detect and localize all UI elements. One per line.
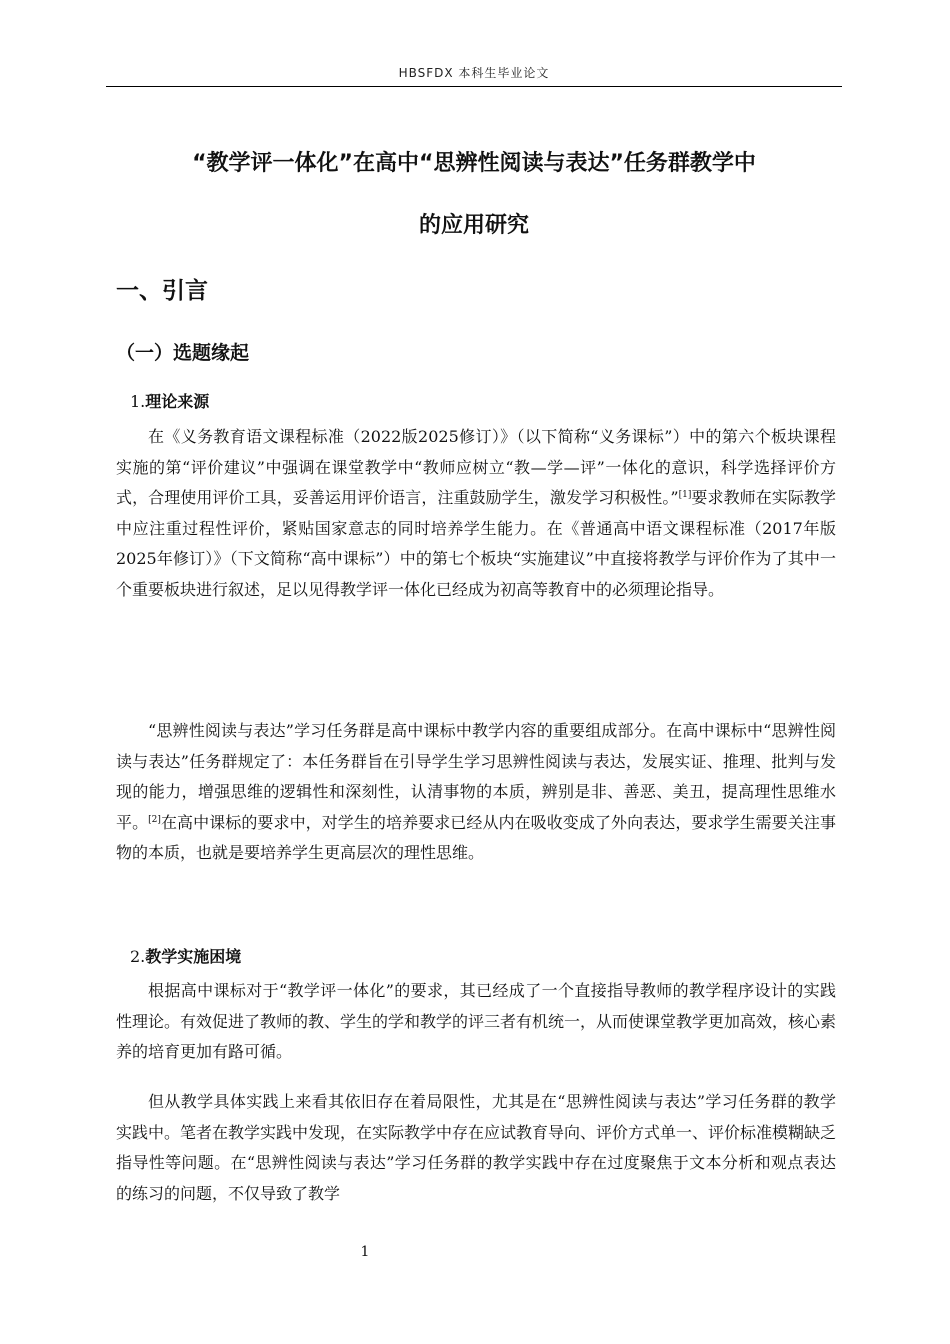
paper-title-line-2: 的应用研究 [418,213,529,238]
paragraph-practice-limitations: 但从教学具体实践上来看其依旧存在着局限性，尤其是在“思辨性阅读与表达”学习任务群的教学实践中。笔者在教学实践中发现，在实际教学中存在应试教育导向、评价方式单一、评价标准模糊缺乏指导性等问题。在“思辨性阅读与表达”学习任务群的教学实践中存在过度聚焦于文本分析和观点表达的练习的问题，不仅导致了教学 [116,1092,837,1203]
running-header: HBSFDX 本科生毕业论文 [398,66,550,80]
paragraph-text: “思辨性阅读与表达”学习任务群是高中课标中教学内容的重要组成部分。在高中课标中“思辨性阅读与表达”任务群规定了：本任务群旨在引导学生学习思辨性阅读与表达，发展实证、推理、批判与发现的能力，增强思维的逻辑性和深刻性，认清事物的本质，辨别是非、善恶、美丑，提高理性思维水平。 [116,721,836,832]
citation-ref[interactable]: [2] [148,814,161,825]
paper-title-line-1: “教学评一体化”在高中“思辨性阅读与表达”任务群教学中 [192,151,756,176]
page-number: 1 [360,1244,370,1260]
paragraph-theory-source [116,422,836,605]
item-number: 2. [130,947,146,966]
paragraph-critical-reading-task-group [116,716,836,869]
header-rule [106,86,842,87]
item-label: 理论来源 [145,392,210,411]
paragraph-text: 在高中课标的要求中，对学生的培养要求已经从内在吸收变成了外向表达，要求学生需要关注事物的本质，也就是要培养学生更高层次的理性思维。 [116,812,836,862]
paragraph-text: 要求教师在实际教学中应注重过程性评价，紧贴国家意志的同时培养学生能力。在《普通高中语文课程标准（2017年版2025年修订）》（下文简称“高中课标”）中的第七个板块“实施建议”中直接将教学与评价作为了其中一个重要板块进行叙述，足以见得教学评一体化已经成为初高等教育中的必须理论指导。 [116,488,836,599]
paragraph-curriculum-requirement: 根据高中课标对于“教学评一体化”的要求，其已经成了一个直接指导教师的教学程序设计的实践性理论。有效促进了教师的教、学生的学和教学的评三者有机统一，从而使课堂教学更加高效，核心素养的培育更加有路可循。 [116,981,837,1061]
item-heading-teaching-difficulties [130,944,241,967]
item-heading-theory-source [130,389,209,412]
paragraph-text: 在《义务教育语文课程标准（2022版2025修订）》（以下简称“义务课标”）中的第六个板块课程实施的第“评价建议”中强调在课堂教学中“教师应树立“教—学—评”一体化的意识，科学选择评价方式，合理使用评价工具，妥善运用评价语言，注重鼓励学生，激发学习积极性。” [116,427,836,507]
citation-ref[interactable]: [1] [678,490,692,500]
section-heading-introduction: 一、引言 [116,278,208,304]
subsection-heading-topic-origin: （一）选题缘起 [116,342,250,364]
item-label: 教学实施困境 [145,947,242,966]
item-number: 1. [130,392,146,411]
